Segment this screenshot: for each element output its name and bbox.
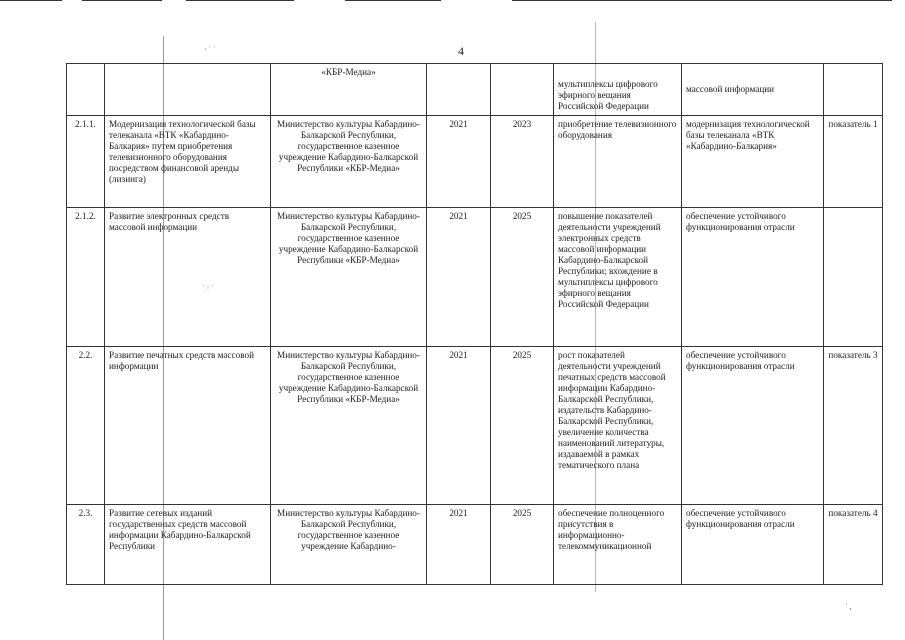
cell-result: повышение показателей деятельности учреждений электронных средств массовой информации Кабардино-Балкарской Республики; вхождение в мультиплексы цифрового эфирного вещания Российской Федерации <box>554 208 682 347</box>
table-row <box>67 505 883 585</box>
cell-effect: обеспечение устойчивого функционирования отрасли <box>682 347 824 505</box>
scan-artifact-line <box>345 0 441 1</box>
cell-name <box>105 64 271 116</box>
cell-result: приобретение телевизионного оборудования <box>554 116 682 208</box>
cell-executor: «КБР-Медиа» <box>271 64 427 116</box>
scan-specks: · ˈ ˈ <box>204 45 216 54</box>
cell-name: Модернизация технологической базы телеканала «ВТК «Кабардино-Балкария» путем приобретения телевизионного оборудования посредством финансовой аренды (лизинга) <box>105 116 271 208</box>
cell-indicator <box>824 208 883 347</box>
scan-artifact-line <box>82 0 162 1</box>
cell-indicator: показатель 4 <box>824 505 883 585</box>
cell-number: 2.1.2. <box>67 208 105 347</box>
table-row <box>67 208 883 347</box>
cell-start-year <box>427 64 491 116</box>
cell-number <box>67 64 105 116</box>
cell-result: рост показателей деятельности учреждений печатных средств массовой информации Кабардино-Балкарской Республики, издательств Кабардино-Балкарской Республики, увеличение количества наименований литературы, издаваемой в рамках тематического плана <box>554 347 682 505</box>
cell-result: мультиплексы цифрового эфирного вещания Российской Федерации <box>554 64 682 116</box>
cell-start-year: 2021 <box>427 347 491 505</box>
table-row <box>67 347 883 505</box>
scan-artifact-line <box>0 0 62 1</box>
cell-indicator: показатель 1 <box>824 116 883 208</box>
cell-effect: модернизация технологической базы телеканала «ВТК «Кабардино-Балкария» <box>682 116 824 208</box>
scan-specks: ˙ , <box>845 602 852 611</box>
cell-indicator: показатель 3 <box>824 347 883 505</box>
cell-number: 2.2. <box>67 347 105 505</box>
cell-end-year: 2025 <box>491 505 554 585</box>
cell-executor: Министерство культуры Кабардино-Балкарской Республики, государственное казенное учреждение Кабардино-Балкарской Республики «КБР-Медиа» <box>271 116 427 208</box>
table-row <box>67 116 883 208</box>
cell-effect: обеспечение устойчивого функционирования отрасли <box>682 208 824 347</box>
page-number: 4 <box>458 44 464 58</box>
cell-end-year: 2025 <box>491 208 554 347</box>
cell-name: Развитие сетевых изданий государственных средств массовой информации Кабардино-Балкарской Республики <box>105 505 271 585</box>
cell-start-year: 2021 <box>427 116 491 208</box>
cell-indicator <box>824 64 883 116</box>
cell-executor: Министерство культуры Кабардино-Балкарской Республики, государственное казенное учреждение Кабардино-Балкарской Республики «КБР-Медиа» <box>271 208 427 347</box>
scan-artifact-line <box>512 0 892 1</box>
cell-start-year: 2021 <box>427 208 491 347</box>
cell-start-year: 2021 <box>427 505 491 585</box>
measures-table <box>66 63 883 585</box>
cell-end-year: 2023 <box>491 116 554 208</box>
cell-name: Развитие электронных средств массовой информации <box>105 208 271 347</box>
cell-name: Развитие печатных средств массовой информации <box>105 347 271 505</box>
scan-artifact-line <box>186 0 294 1</box>
cell-effect: массовой информации <box>682 64 824 116</box>
cell-end-year <box>491 64 554 116</box>
cell-number: 2.3. <box>67 505 105 585</box>
scan-specks: ˈ · ˈ <box>202 284 214 293</box>
cell-result: обеспечение полноценного присутствия в информационно-телекоммуникационной <box>554 505 682 585</box>
table-row-continuation <box>67 64 883 116</box>
cell-number: 2.1.1. <box>67 116 105 208</box>
cell-effect: обеспечение устойчивого функционирования отрасли <box>682 505 824 585</box>
cell-executor: Министерство культуры Кабардино-Балкарской Республики, государственное казенное учреждение Кабардино-Балкарской Республики «КБР-Медиа» <box>271 347 427 505</box>
cell-end-year: 2025 <box>491 347 554 505</box>
cell-executor: Министерство культуры Кабардино-Балкарской Республики, государственное казенное учреждение Кабардино- <box>271 505 427 585</box>
